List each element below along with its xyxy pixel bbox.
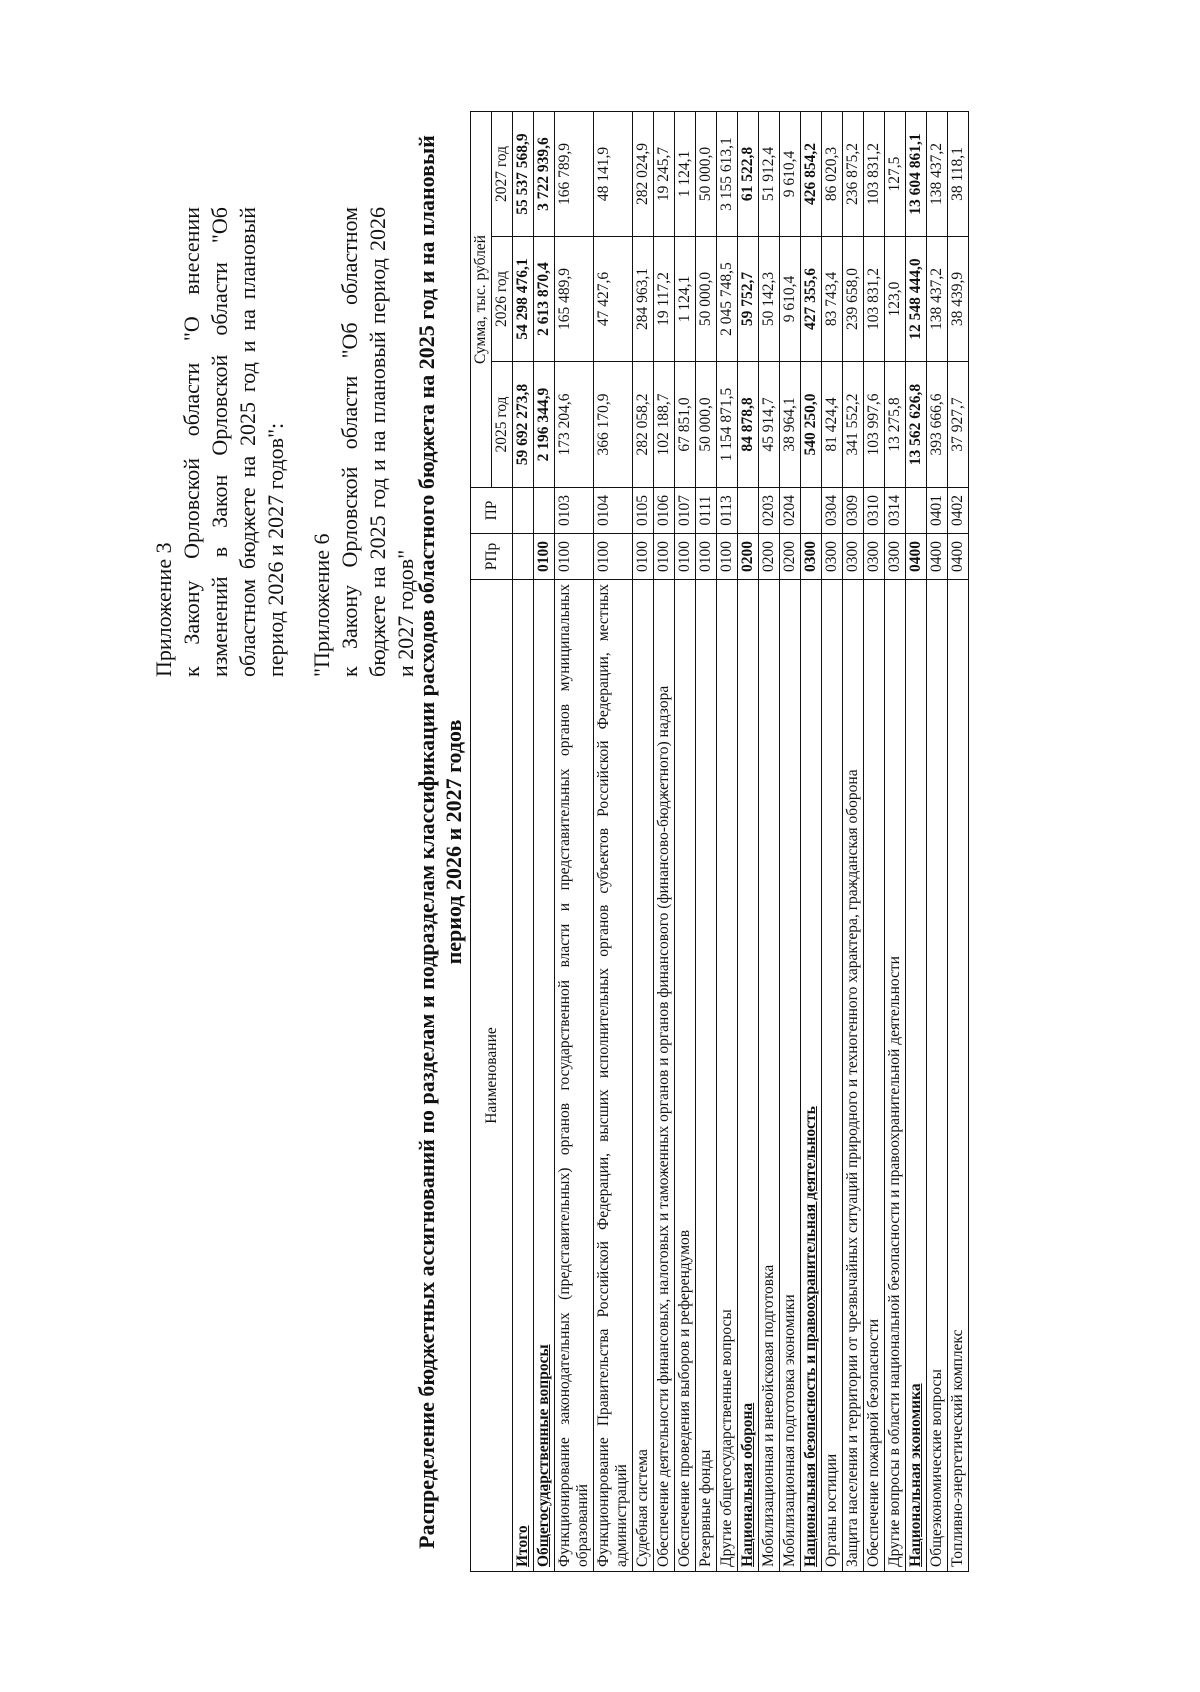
row-value-2027: 13 604 861,1 <box>906 111 927 236</box>
row-value-2025: 13 275,8 <box>885 362 906 488</box>
row-value-2027: 50 000,0 <box>696 111 717 236</box>
row-value-2027: 282 024,9 <box>633 111 654 236</box>
row-name: Общеэкономические вопросы <box>927 580 948 1572</box>
table-row <box>738 111 759 1571</box>
row-value-2025: 84 878,8 <box>738 362 759 488</box>
row-pr: 0113 <box>717 488 738 534</box>
table-row <box>906 111 927 1571</box>
budget-table <box>470 111 969 1572</box>
row-rpr: 0100 <box>654 534 675 580</box>
header-sum: Сумма, тыс. рублей <box>471 111 492 487</box>
row-value-2027: 86 020,3 <box>822 111 843 236</box>
row-rpr: 0100 <box>675 534 696 580</box>
row-value-2025: 13 562 626,8 <box>906 362 927 488</box>
row-rpr: 0300 <box>801 534 822 580</box>
row-value-2027: 3 155 613,1 <box>717 111 738 236</box>
row-pr <box>738 488 759 534</box>
row-value-2025: 102 188,7 <box>654 362 675 488</box>
row-rpr: 0200 <box>780 534 801 580</box>
row-rpr: 0100 <box>633 534 654 580</box>
row-value-2026: 9 610,4 <box>780 237 801 362</box>
row-value-2027: 48 141,9 <box>594 111 633 236</box>
table-row <box>948 111 969 1571</box>
row-pr <box>801 488 822 534</box>
row-name: Национальная оборона <box>738 580 759 1572</box>
row-value-2025: 173 204,6 <box>555 362 594 488</box>
row-pr <box>513 488 534 534</box>
row-value-2026: 2 045 748,5 <box>717 237 738 362</box>
row-rpr: 0300 <box>843 534 864 580</box>
row-value-2025: 366 170,9 <box>594 362 633 488</box>
row-value-2027: 61 522,8 <box>738 111 759 236</box>
row-value-2025: 67 851,0 <box>675 362 696 488</box>
table-row <box>594 111 633 1571</box>
row-value-2026: 54 298 476,1 <box>513 237 534 362</box>
row-pr: 0111 <box>696 488 717 534</box>
table-row <box>801 111 822 1571</box>
row-value-2027: 1 124,1 <box>675 111 696 236</box>
row-name: Обеспечение пожарной безопасности <box>864 580 885 1572</box>
row-value-2026: 239 658,0 <box>843 237 864 362</box>
row-name: Функционирование законодательных (представительных) органов государственной власти и представительных органов муниципальных образований <box>555 580 594 1572</box>
table-row <box>654 111 675 1571</box>
row-value-2027: 426 854,2 <box>801 111 822 236</box>
header-2027: 2027 год <box>492 111 513 236</box>
row-pr <box>534 488 555 534</box>
row-pr: 0105 <box>633 488 654 534</box>
table-row <box>534 111 555 1571</box>
row-name: Топливно-энергетический комплекс <box>948 580 969 1572</box>
header-block <box>150 207 420 677</box>
row-rpr: 0300 <box>822 534 843 580</box>
table-row <box>885 111 906 1571</box>
table-row <box>822 111 843 1571</box>
row-value-2026: 138 437,2 <box>927 237 948 362</box>
row-name: Обеспечение деятельности финансовых, налоговых и таможенных органов и органов финансового (финансово-бюджетного) надзора <box>654 580 675 1572</box>
row-value-2026: 50 142,3 <box>759 237 780 362</box>
table-row <box>633 111 654 1571</box>
row-pr: 0309 <box>843 488 864 534</box>
row-rpr: 0100 <box>555 534 594 580</box>
table-row <box>696 111 717 1571</box>
row-value-2025: 540 250,0 <box>801 362 822 488</box>
row-value-2027: 38 118,1 <box>948 111 969 236</box>
row-rpr: 0300 <box>864 534 885 580</box>
row-name: Общегосударственные вопросы <box>534 580 555 1572</box>
row-value-2025: 50 000,0 <box>696 362 717 488</box>
row-value-2026: 2 613 870,4 <box>534 237 555 362</box>
row-value-2025: 103 997,6 <box>864 362 885 488</box>
row-pr: 0314 <box>885 488 906 534</box>
row-pr: 0310 <box>864 488 885 534</box>
row-value-2025: 38 964,1 <box>780 362 801 488</box>
row-value-2027: 19 245,7 <box>654 111 675 236</box>
header-2025: 2025 год <box>492 362 513 488</box>
row-value-2026: 103 831,2 <box>864 237 885 362</box>
row-value-2026: 50 000,0 <box>696 237 717 362</box>
table-row <box>555 111 594 1571</box>
row-pr: 0204 <box>780 488 801 534</box>
row-value-2026: 83 743,4 <box>822 237 843 362</box>
row-value-2026: 165 489,9 <box>555 237 594 362</box>
table-row <box>675 111 696 1571</box>
row-rpr <box>513 534 534 580</box>
header-name: Наименование <box>471 580 513 1572</box>
row-value-2026: 59 752,7 <box>738 237 759 362</box>
row-value-2026: 284 963,1 <box>633 237 654 362</box>
row-rpr: 0200 <box>738 534 759 580</box>
row-value-2026: 123,0 <box>885 237 906 362</box>
budget-table-body <box>513 111 969 1571</box>
row-rpr: 0100 <box>534 534 555 580</box>
row-value-2026: 19 117,2 <box>654 237 675 362</box>
row-value-2025: 45 914,7 <box>759 362 780 488</box>
table-row <box>843 111 864 1571</box>
row-value-2026: 427 355,6 <box>801 237 822 362</box>
row-pr: 0107 <box>675 488 696 534</box>
row-value-2025: 393 666,6 <box>927 362 948 488</box>
row-rpr: 0400 <box>906 534 927 580</box>
row-name: Судебная система <box>633 580 654 1572</box>
row-pr: 0401 <box>927 488 948 534</box>
row-name: Другие вопросы в области национальной безопасности и правоохранительной деятельности <box>885 580 906 1572</box>
row-value-2025: 81 424,4 <box>822 362 843 488</box>
row-value-2027: 103 831,2 <box>864 111 885 236</box>
row-name: Другие общегосударственные вопросы <box>717 580 738 1572</box>
row-pr: 0103 <box>555 488 594 534</box>
row-pr <box>906 488 927 534</box>
row-value-2026: 1 124,1 <box>675 237 696 362</box>
header-appendix-6: "Приложение 6 <box>309 533 334 677</box>
table-row <box>864 111 885 1571</box>
row-pr: 0203 <box>759 488 780 534</box>
row-value-2027: 236 875,2 <box>843 111 864 236</box>
header-law-amend-text: к Закону Орловской области "О внесении изменений в Закон Орловской области "Об областном бюджете на 2025 год и на плановый период 2026 и 2027 годов": <box>179 207 288 677</box>
row-rpr: 0200 <box>759 534 780 580</box>
row-pr: 0104 <box>594 488 633 534</box>
row-value-2025: 282 058,2 <box>633 362 654 488</box>
row-value-2027: 55 537 568,9 <box>513 111 534 236</box>
row-rpr: 0100 <box>717 534 738 580</box>
row-value-2025: 59 692 273,8 <box>513 362 534 488</box>
header-pr: ПР <box>471 488 513 534</box>
row-name: Национальная безопасность и правоохранительная деятельность <box>801 580 822 1572</box>
row-rpr: 0400 <box>927 534 948 580</box>
row-name: Национальная экономика <box>906 580 927 1572</box>
row-pr: 0304 <box>822 488 843 534</box>
row-value-2027: 51 912,4 <box>759 111 780 236</box>
header-law-text: к Закону Орловской области "Об областном бюджете на 2025 год и на плановый период 2026 и 2027 годов" <box>337 207 418 677</box>
table-row <box>780 111 801 1571</box>
row-value-2027: 166 789,9 <box>555 111 594 236</box>
row-pr: 0402 <box>948 488 969 534</box>
row-rpr: 0300 <box>885 534 906 580</box>
row-value-2026: 47 427,6 <box>594 237 633 362</box>
row-value-2027: 9 610,4 <box>780 111 801 236</box>
row-value-2025: 1 154 871,5 <box>717 362 738 488</box>
table-row <box>513 111 534 1571</box>
document-title: Распределение бюджетных ассигнований по разделам и подразделам классификации расходов областного бюджета на 2025 год и на плановый период 2026 и 2027 годов <box>414 135 466 1549</box>
row-name: Функционирование Правительства Российской Федерации, высших исполнительных органов субъектов Российской Федерации, местных администраций <box>594 580 633 1572</box>
row-value-2027: 3 722 939,6 <box>534 111 555 236</box>
row-name: Мобилизационная подготовка экономики <box>780 580 801 1572</box>
row-name: Мобилизационная и вневойсковая подготовка <box>759 580 780 1572</box>
row-name: Защита населения и территории от чрезвычайных ситуаций природного и техногенного характера, гражданская оборона <box>843 580 864 1572</box>
table-row <box>759 111 780 1571</box>
row-name: Резервные фонды <box>696 580 717 1572</box>
row-value-2026: 12 548 444,0 <box>906 237 927 362</box>
row-value-2025: 2 196 344,9 <box>534 362 555 488</box>
header-2026: 2026 год <box>492 237 513 362</box>
row-name: Итого <box>513 580 534 1572</box>
row-rpr: 0400 <box>948 534 969 580</box>
row-pr: 0106 <box>654 488 675 534</box>
row-value-2026: 38 439,9 <box>948 237 969 362</box>
header-appendix-3: Приложение 3 <box>151 542 176 677</box>
row-name: Обеспечение проведения выборов и референдумов <box>675 580 696 1572</box>
row-name: Органы юстиции <box>822 580 843 1572</box>
table-row <box>717 111 738 1571</box>
header-rpr: РПр <box>471 534 513 580</box>
row-value-2027: 138 437,2 <box>927 111 948 236</box>
row-rpr: 0100 <box>594 534 633 580</box>
row-value-2025: 37 927,7 <box>948 362 969 488</box>
row-rpr: 0100 <box>696 534 717 580</box>
row-value-2025: 341 552,2 <box>843 362 864 488</box>
row-value-2027: 127,5 <box>885 111 906 236</box>
table-row <box>927 111 948 1571</box>
